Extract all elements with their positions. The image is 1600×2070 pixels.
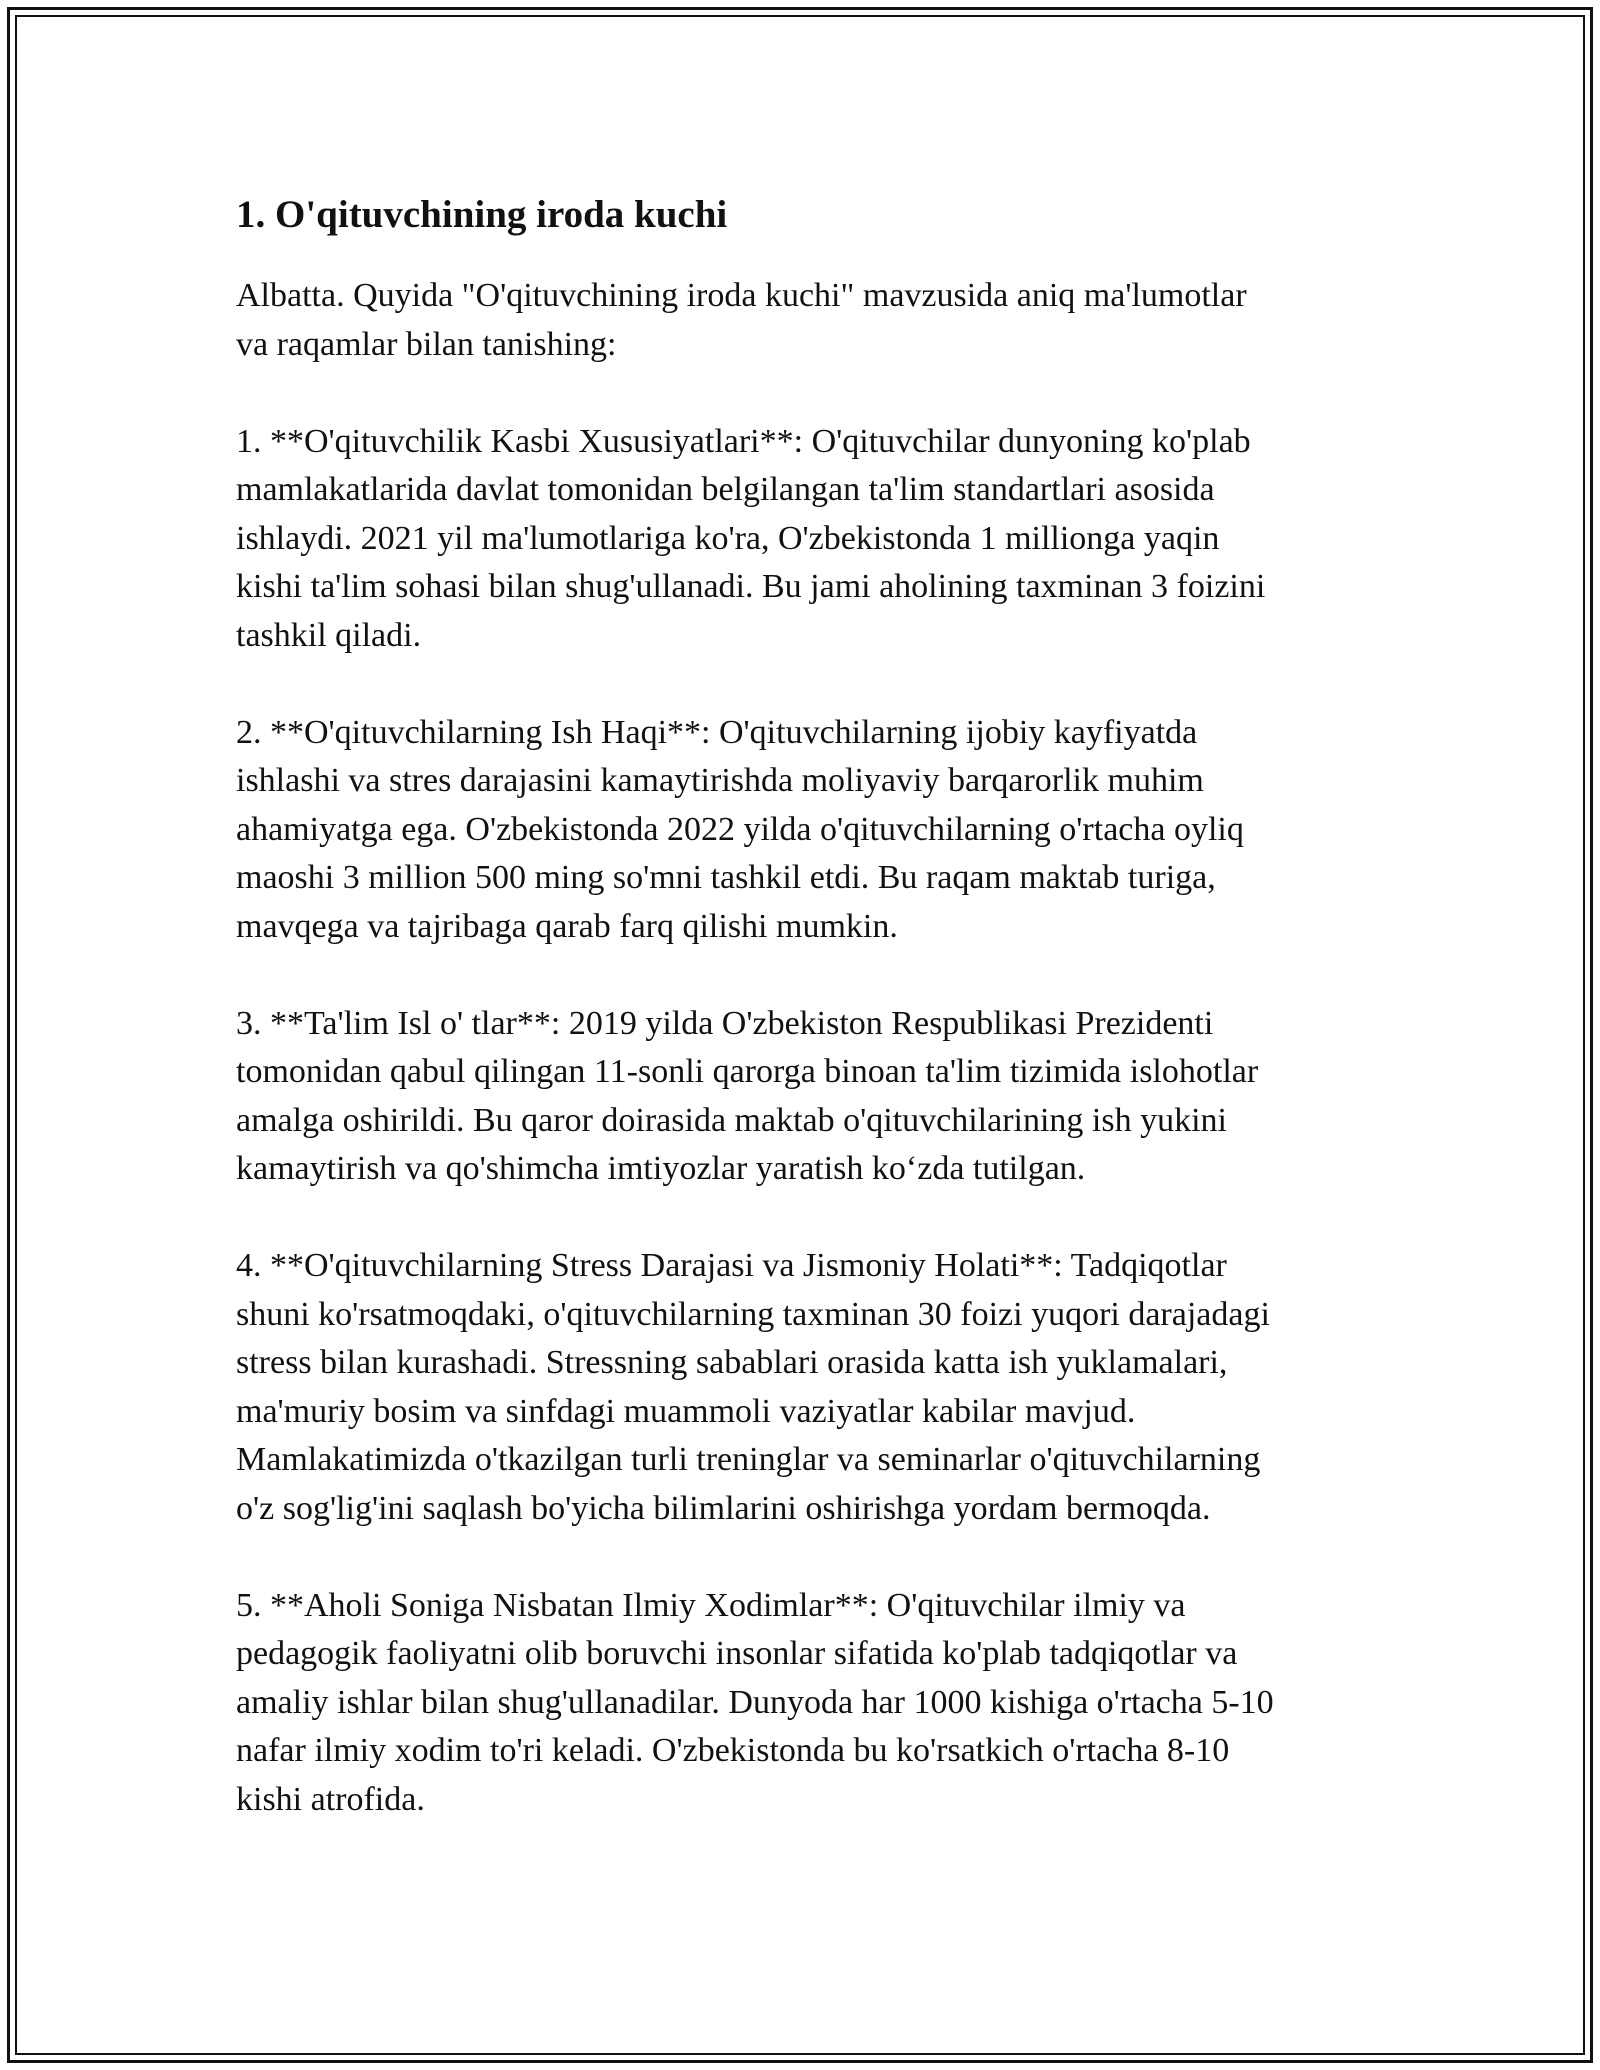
paragraph-line: o'z sog'lig'ini saqlash bo'yicha bilimlarini oshirishga yordam bermoqda. [236, 1489, 1211, 1527]
paragraph-line: ishlaydi. 2021 yil ma'lumotlariga ko'ra, O'zbekistonda 1 millionga yaqin [236, 519, 1220, 557]
paragraph-line: amaliy ishlar bilan shug'ullanadilar. Dunyoda har 1000 kishiga o'rtacha 5-10 [236, 1683, 1274, 1721]
intro-paragraph [236, 272, 1376, 369]
paragraph-line: shuni ko'rsatmoqdaki, o'qituvchilarning taxminan 30 foizi yuqori darajadagi [236, 1295, 1270, 1333]
paragraph-line: Albatta. Quyida "O'qituvchining iroda kuchi" mavzusida aniq ma'lumotlar [236, 277, 1247, 314]
list-item-3-paragraph [236, 1000, 1376, 1194]
paragraph-line: stress bilan kurashadi. Stressning sabablari orasida katta ish yuklamalari, [236, 1344, 1228, 1381]
paragraph-line: tomonidan qabul qilingan 11-sonli qarorga binoan ta'lim tizimida islohotlar [236, 1053, 1259, 1090]
paragraph-line: mavqega va tajribaga qarab farq qilishi mumkin. [236, 907, 898, 945]
list-item-1-paragraph [236, 418, 1376, 661]
paragraph-line: 5. **Aholi Soniga Nisbatan Ilmiy Xodimlar**: O'qituvchilar ilmiy va [236, 1586, 1186, 1624]
paragraph-line: kishi atrofida. [236, 1780, 425, 1818]
paragraph-line: ishlashi va stres darajasini kamaytirishda moliyaviy barqarorlik muhim [236, 762, 1204, 799]
paragraph-line: 2. **O'qituvchilarning Ish Haqi**: O'qituvchilarning ijobiy kayfiyatda [236, 713, 1198, 751]
paragraph-line: ma'muriy bosim va sinfdagi muammoli vaziyatlar kabilar mavjud. [236, 1392, 1136, 1430]
paragraph-line: 1. **O'qituvchilik Kasbi Xususiyatlari**: O'qituvchilar dunyoning ko'plab [236, 422, 1251, 460]
paragraph-line: va raqamlar bilan tanishing: [236, 325, 617, 363]
paragraph-line: 3. **Ta'lim Isl o' tlar**: 2019 yilda O'zbekiston Respublikasi Prezidenti [236, 1004, 1214, 1042]
paragraph-line: mamlakatlarida davlat tomonidan belgilangan ta'lim standartlari asosida [236, 471, 1215, 508]
paragraph-line: nafar ilmiy xodim to'ri keladi. O'zbekistonda bu ko'rsatkich o'rtacha 8-10 [236, 1732, 1230, 1769]
paragraph-line: kamaytirish va qo'shimcha imtiyozlar yaratish ko‘zda tutilgan. [236, 1150, 1086, 1187]
paragraph-line: ahamiyatga ega. O'zbekistonda 2022 yilda o'qituvchilarning o'rtacha oyliq [236, 810, 1244, 848]
document-title: 1. O'qituvchining iroda kuchi [236, 193, 728, 236]
paragraph-line: pedagogik faoliyatni olib boruvchi insonlar sifatida ko'plab tadqiqotlar va [236, 1635, 1238, 1672]
list-item-4-paragraph [236, 1242, 1376, 1533]
paragraph-line: 4. **O'qituvchilarning Stress Darajasi va Jismoniy Holati**: Tadqiqotlar [236, 1247, 1227, 1284]
paragraph-line: maoshi 3 million 500 ming so'mni tashkil etdi. Bu raqam maktab turiga, [236, 859, 1216, 896]
paragraph-line: Mamlakatimizda o'tkazilgan turli treninglar va seminarlar o'qituvchilarning [236, 1441, 1261, 1478]
paragraph-line: tashkil qiladi. [236, 616, 422, 654]
paragraph-line: kishi ta'lim sohasi bilan shug'ullanadi. Bu jami aholining taxminan 3 foizini [236, 568, 1266, 605]
list-item-2-paragraph [236, 709, 1376, 952]
list-item-5-paragraph [236, 1582, 1376, 1825]
document-body [236, 188, 1376, 1824]
paragraph-line: amalga oshirildi. Bu qaror doirasida maktab o'qituvchilarining ish yukini [236, 1101, 1227, 1139]
